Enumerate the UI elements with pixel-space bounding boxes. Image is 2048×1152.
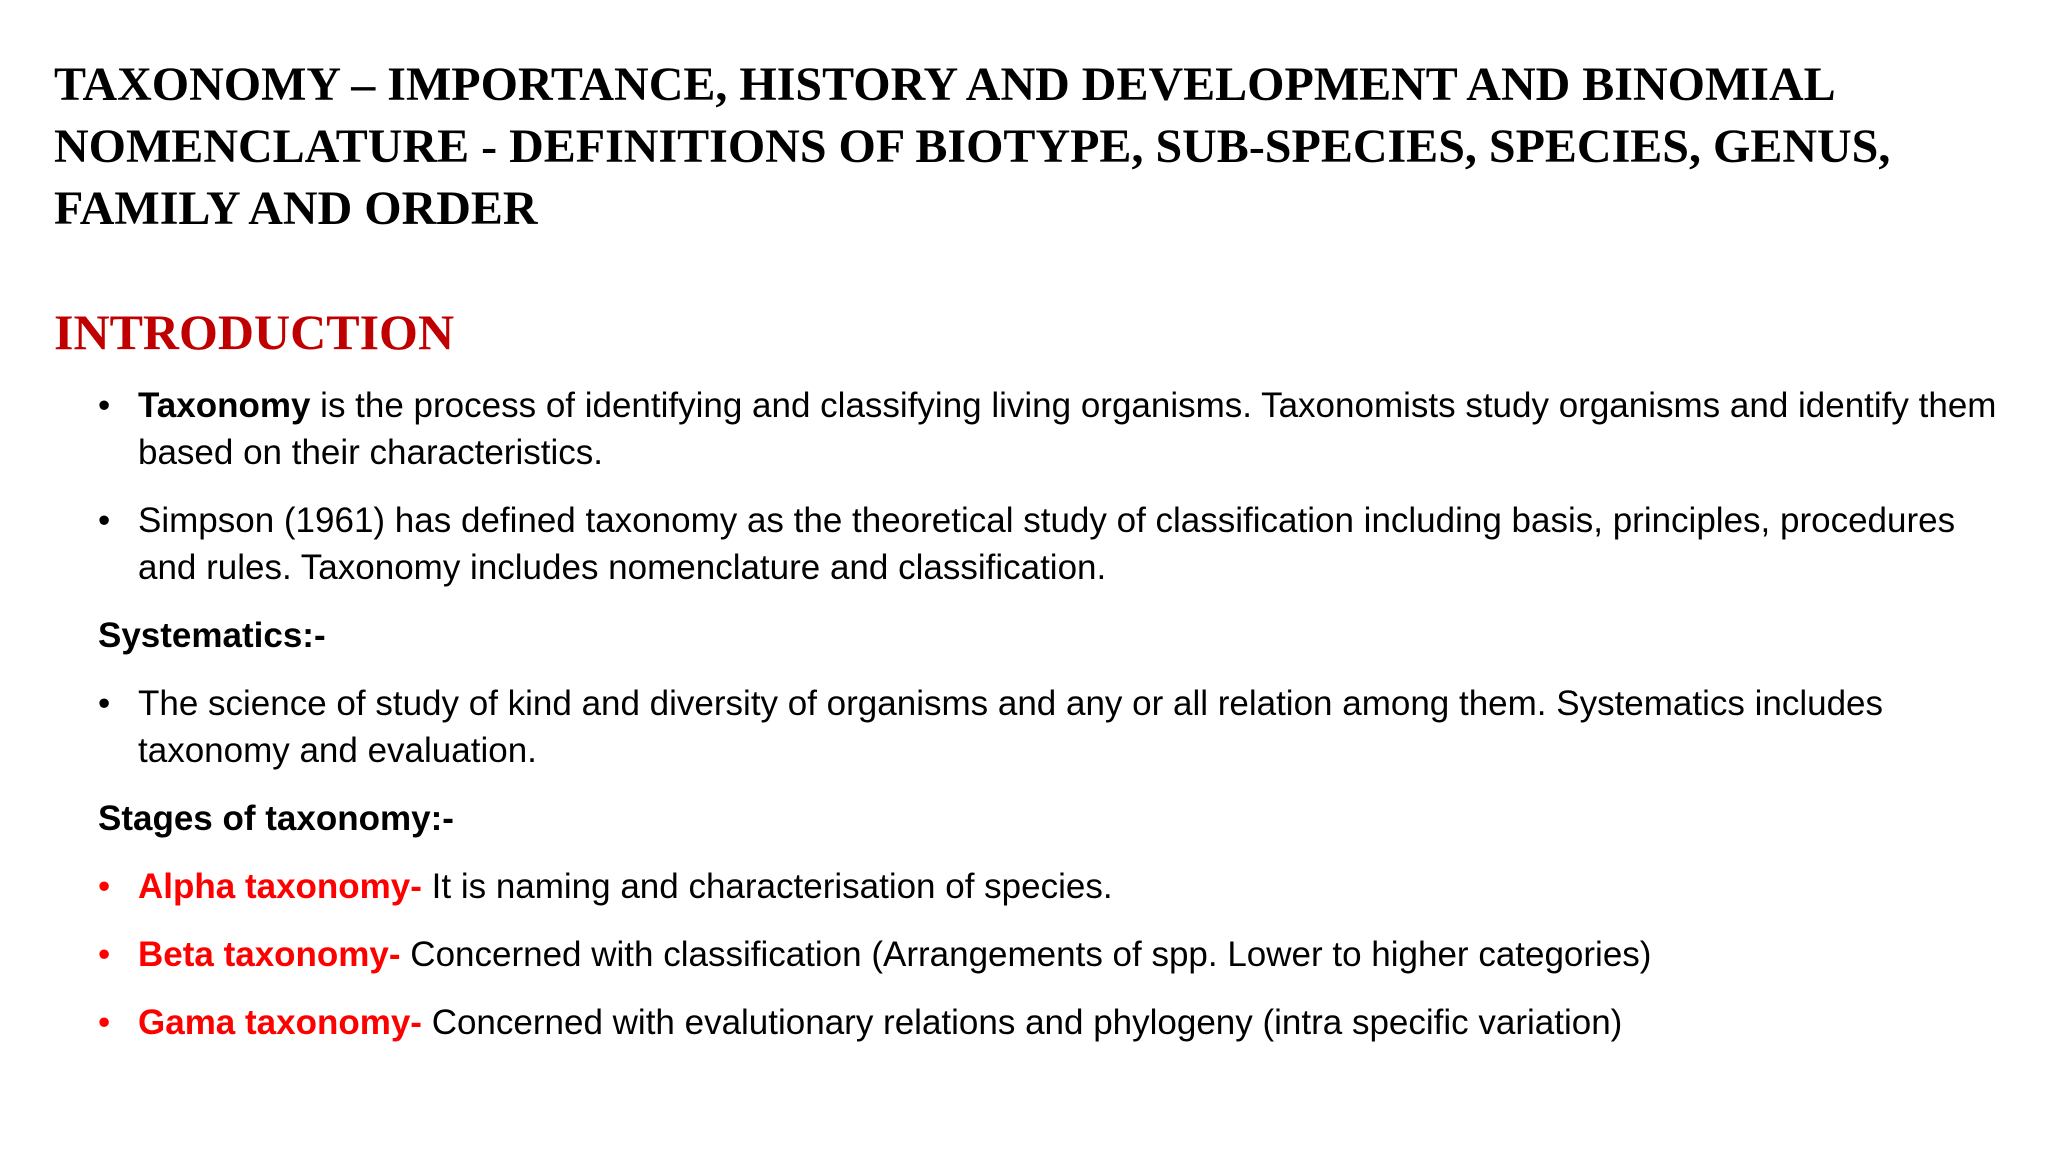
- bullet-alpha-taxonomy: [98, 863, 1998, 910]
- bullet-gama-taxonomy: [98, 999, 1998, 1046]
- bullet-text: is the process of identifying and classifying living organisms. Taxonomists study organisms and identify them based on their characteristics.: [138, 386, 1997, 472]
- bullet-dot-red: •: [98, 867, 111, 906]
- term-beta-taxonomy: Beta taxonomy-: [138, 935, 401, 974]
- bullet-dot: •: [98, 684, 111, 723]
- bullet-dot-red: •: [98, 935, 111, 974]
- slide-title: TAXONOMY – IMPORTANCE, HISTORY AND DEVELOPMENT AND BINOMIAL NOMENCLATURE - DEFINITIONS OF BIOTYPE, SUB-SPECIES, SPECIES, GENUS, FAMILY AND ORDER: [54, 58, 1891, 235]
- bullet-text: Simpson (1961) has defined taxonomy as the theoretical study of classification including basis, principles, procedures and rules. Taxonomy includes nomenclature and classification.: [138, 501, 1956, 587]
- subheading-stages-of-taxonomy: Stages of taxonomy:-: [98, 799, 454, 838]
- bullet-dot: •: [98, 386, 111, 425]
- bullet-simpson-definition: [98, 497, 1998, 591]
- bullet-text: The science of study of kind and diversity of organisms and any or all relation among them. Systematics includes taxonomy and evaluation.: [138, 684, 1884, 770]
- bullet-taxonomy-definition: [98, 382, 1998, 476]
- slide-content: [98, 382, 1998, 1067]
- term-taxonomy: Taxonomy: [138, 386, 311, 425]
- bullet-systematics-definition: [98, 680, 1998, 774]
- term-gama-taxonomy: Gama taxonomy-: [138, 1003, 422, 1042]
- bullet-dot: •: [98, 501, 111, 540]
- bullet-beta-taxonomy: [98, 931, 1998, 978]
- subheading-systematics: Systematics:-: [98, 616, 326, 655]
- bullet-text: Concerned with classification (Arrangements of spp. Lower to higher categories): [400, 935, 1652, 974]
- term-alpha-taxonomy: Alpha taxonomy-: [138, 867, 422, 906]
- bullet-text: Concerned with evalutionary relations and phylogeny (intra specific variation): [421, 1003, 1623, 1042]
- bullet-dot-red: •: [98, 1003, 111, 1042]
- section-heading-introduction: INTRODUCTION: [54, 304, 455, 360]
- bullet-text: It is naming and characterisation of species.: [421, 867, 1113, 906]
